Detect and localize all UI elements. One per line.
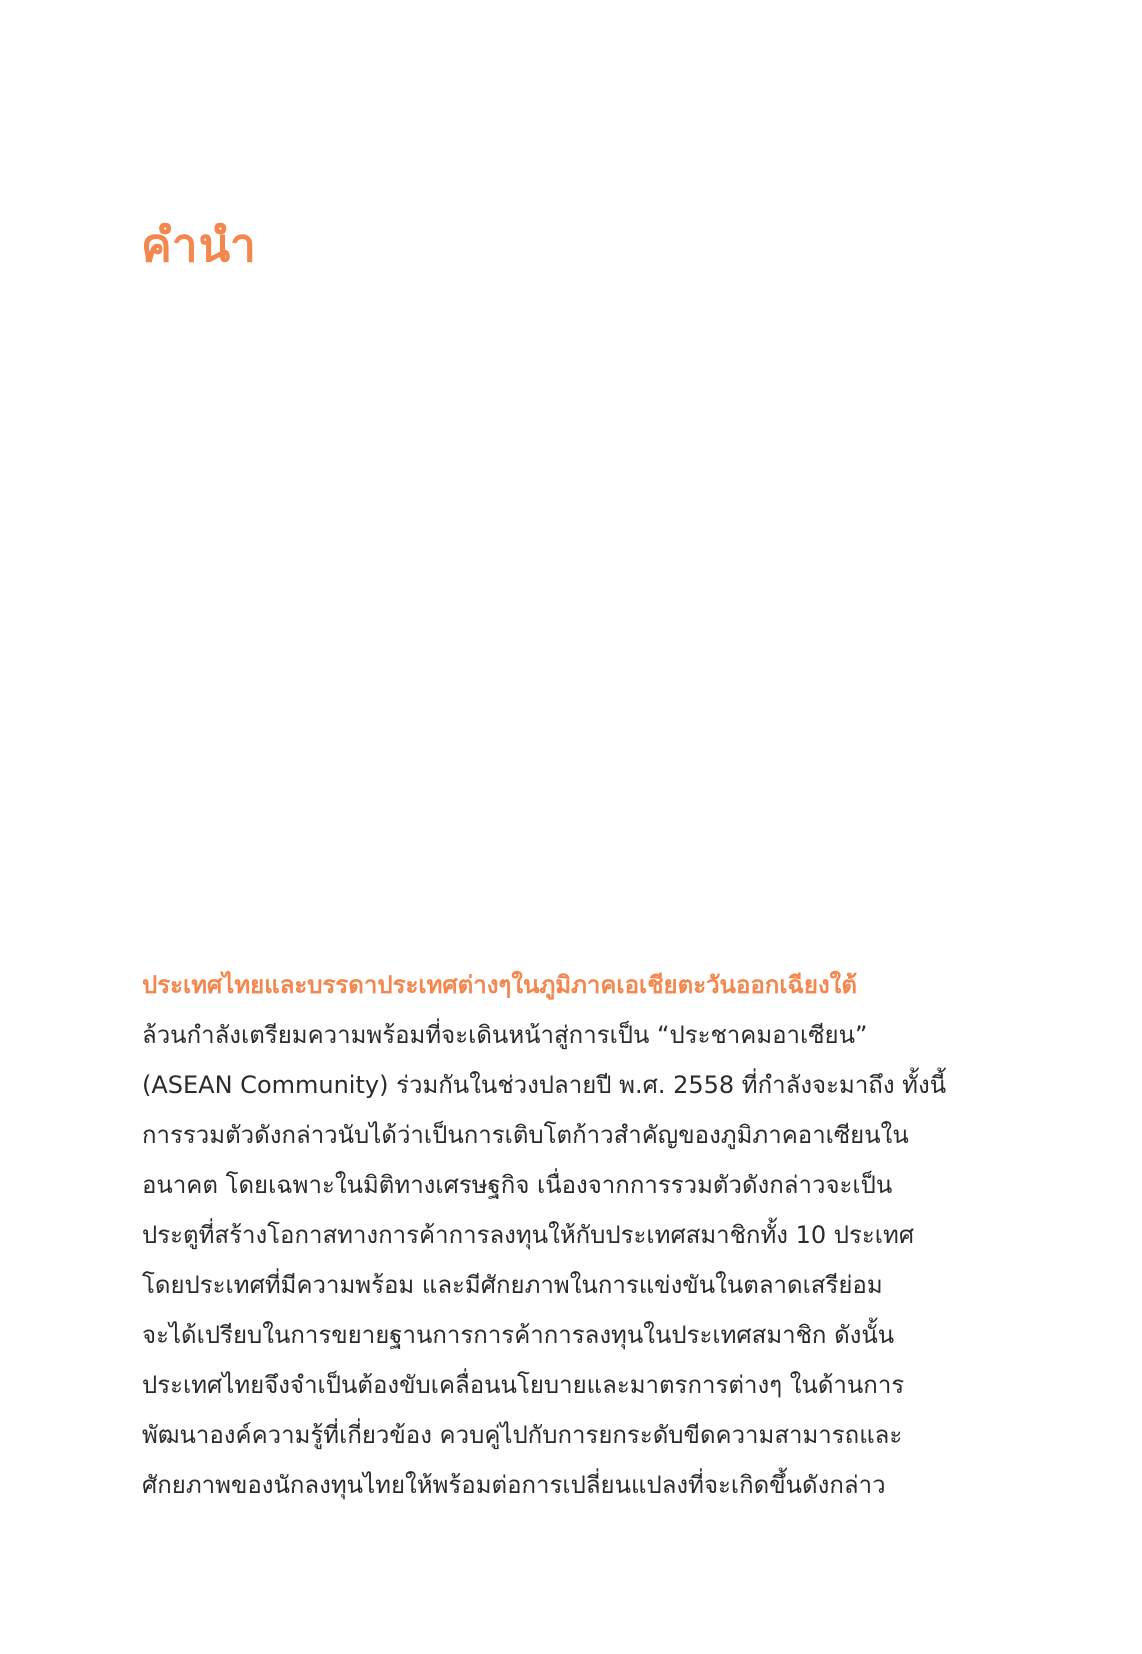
intro-line: ศักยภาพของนักลงทุนไทยให้พร้อมต่อการเปลี่ยนแปลงที่จะเกิดขึ้นดังกล่าว [142,1471,886,1499]
intro-line: ประเทศไทยจึงจำเป็นต้องขับเคลื่อนนโยบายและมาตรการต่างๆ ในด้านการ [142,1371,905,1399]
intro-line: โดยประเทศที่มีความพร้อม และมีศักยภาพในการแข่งขันในตลาดเสรีย่อม [142,1271,883,1299]
intro-line: อนาคต โดยเฉพาะในมิติทางเศรษฐกิจ เนื่องจากการรวมตัวดังกล่าวจะเป็น [142,1171,893,1199]
intro-line: การรวมตัวดังกล่าวนับได้ว่าเป็นการเติบโตก้าวสำคัญของภูมิภาคอาเซียนใน [142,1121,909,1149]
page-title: คำนำ [141,218,257,272]
intro-line: ประตูที่สร้างโอกาสทางการค้าการลงทุนให้กับประเทศสมาชิกทั้ง 10 ประเทศ [142,1221,915,1249]
intro-line: พัฒนาองค์ความรู้ที่เกี่ยวข้อง ควบคู่ไปกับการยกระดับขีดความสามารถและ [142,1421,903,1449]
intro-line: ล้วนกำลังเตรียมความพร้อมที่จะเดินหน้าสู่การเป็น “ประชาคมอาเซียน” [142,1021,868,1049]
intro-line: (ASEAN Community) ร่วมกันในช่วงปลายปี พ.ศ. 2558 ที่กำลังจะมาถึง ทั้งนี้ [142,1071,947,1099]
intro-line: จะได้เปรียบในการขยายฐานการการค้าการลงทุนในประเทศสมาชิก ดังนั้น [142,1321,895,1349]
intro-lead-line: ประเทศไทยและบรรดาประเทศต่างๆในภูมิภาคเอเชียตะวันออกเฉียงใต้ [142,971,857,999]
intro-paragraph [142,960,972,1510]
